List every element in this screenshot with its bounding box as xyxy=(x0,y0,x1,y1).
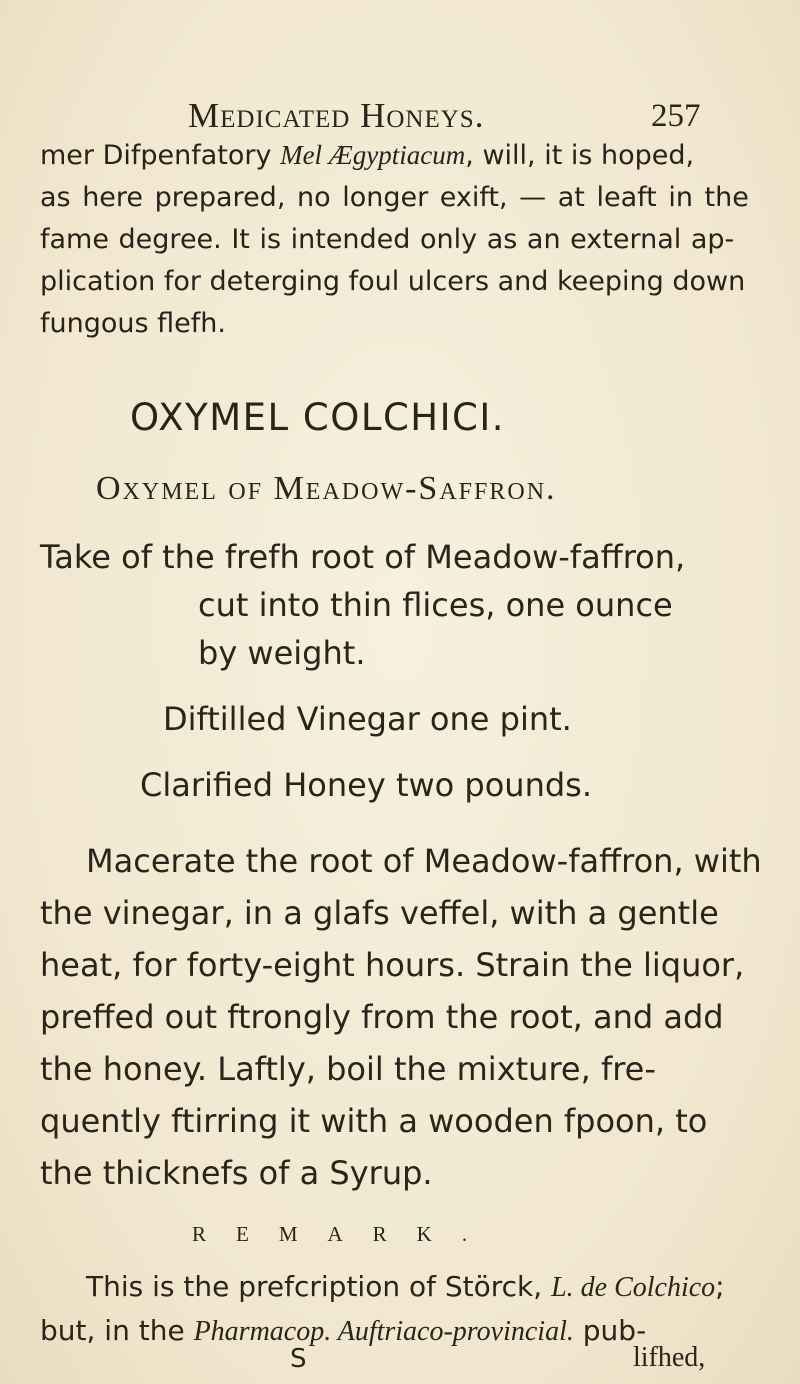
section-subheading: Oxymel of Meadow-Saffron. xyxy=(96,470,557,507)
method-line: quently ftirring it with a wooden fpoon, to xyxy=(40,1102,708,1140)
method-line: the thicknefs of a Syrup. xyxy=(40,1154,433,1192)
intro-line: fame degree. It is intended only as an external ap- xyxy=(40,224,735,255)
page-number: 257 xyxy=(651,98,701,134)
intro-line: fungous flefh. xyxy=(40,308,226,339)
remark-line: but, in the Pharmacop. Auftriaco-provincial. pub- xyxy=(40,1314,647,1347)
remark-label: REMARK. xyxy=(192,1222,498,1246)
method-line: the honey. Laftly, boil the mixture, fre- xyxy=(40,1050,656,1088)
catchword: lifhed, xyxy=(633,1342,706,1373)
method-line: the vinegar, in a glafs veffel, with a gentle xyxy=(40,894,719,932)
method-line: preffed out ftrongly from the root, and add xyxy=(40,998,724,1036)
intro-line: mer Difpenfatory Mel Ægyptiacum, will, it is hoped, xyxy=(40,140,695,171)
signature-mark: S xyxy=(290,1344,307,1374)
recipe-line: by weight. xyxy=(198,634,366,672)
recipe-line: cut into thin flices, one ounce xyxy=(198,586,673,624)
recipe-line: Take of the frefh root of Meadow-faffron, xyxy=(40,538,686,576)
remark-line: This is the prefcription of Störck, L. de Colchico; xyxy=(86,1270,725,1303)
method-line: heat, for forty-eight hours. Strain the liquor, xyxy=(40,946,745,984)
recipe-line: Diftilled Vinegar one pint. xyxy=(163,700,572,738)
intro-line: as here prepared, no longer exift, — at leaft in the xyxy=(40,182,749,213)
section-heading: OXYMEL COLCHICI. xyxy=(130,396,506,439)
method-line: Macerate the root of Meadow-faffron, with xyxy=(86,842,762,880)
running-header: Medicated Honeys. xyxy=(188,96,485,135)
recipe-line: Clarified Honey two pounds. xyxy=(140,766,593,804)
intro-line: plication for deterging foul ulcers and keeping down xyxy=(40,266,746,297)
